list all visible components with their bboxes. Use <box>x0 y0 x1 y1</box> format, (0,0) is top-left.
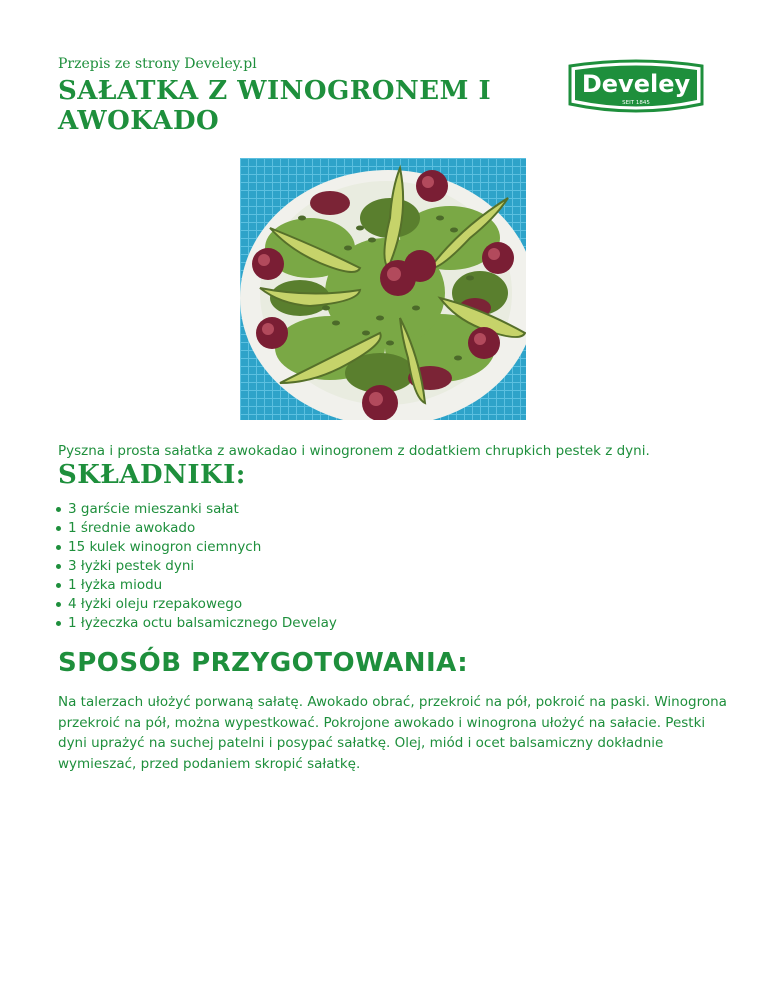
recipe-source: Przepis ze strony Develey.pl <box>58 56 257 72</box>
ingredients-heading: SKŁADNIKI: <box>58 460 246 490</box>
ingredient-item <box>56 538 337 557</box>
recipe-intro: Pyszna i prosta sałatka z awokadao i winogronem z dodatkiem chrupkich pestek z dyni. <box>58 443 650 459</box>
ingredient-text: 1 łyżeczka octu balsamicznego Develay <box>68 615 337 631</box>
ingredient-item <box>56 595 337 614</box>
logo-since-text: SEIT 1845 <box>622 100 650 106</box>
bullet-icon <box>56 602 61 607</box>
develey-logo <box>564 58 708 118</box>
ingredient-text: 3 łyżki pestek dyni <box>68 558 195 574</box>
bullet-icon <box>56 621 61 626</box>
bullet-icon <box>56 564 61 569</box>
method-heading: SPOSÓB PRZYGOTOWANIA: <box>58 648 469 678</box>
ingredient-text: 1 średnie awokado <box>68 520 196 536</box>
bullet-icon <box>56 526 61 531</box>
ingredient-item <box>56 576 337 595</box>
salad-photo <box>240 158 526 420</box>
bullet-icon <box>56 507 61 512</box>
ingredient-text: 1 łyżka miodu <box>68 577 163 593</box>
ingredient-text: 4 łyżki oleju rzepakowego <box>68 596 243 612</box>
ingredient-item <box>56 557 337 576</box>
ingredient-item <box>56 614 337 633</box>
ingredient-item <box>56 500 337 519</box>
ingredient-text: 15 kulek winogron ciemnych <box>68 539 262 555</box>
ingredients-list <box>56 500 337 633</box>
method-text: Na talerzach ułożyć porwaną sałatę. Awokado obrać, przekroić na pół, pokroić na paski. Winogrona przekroić na pół, można wypestkować. Pokrojone awokado i winogrona ułożyć na sałacie. Pestki dyni uprażyć na suchej patelni i posypać sałatkę. Olej, miód i ocet balsamiczny dokładnie wymieszać, przed podaniem skropić sałatkę. <box>58 694 727 772</box>
logo-brand-text: Develey <box>581 70 691 98</box>
ingredient-text: 3 garście mieszanki sałat <box>68 501 239 517</box>
recipe-title: SAŁATKA Z WINOGRONEM I AWOKADO <box>58 76 492 136</box>
bullet-icon <box>56 545 61 550</box>
ingredient-item <box>56 519 337 538</box>
bullet-icon <box>56 583 61 588</box>
